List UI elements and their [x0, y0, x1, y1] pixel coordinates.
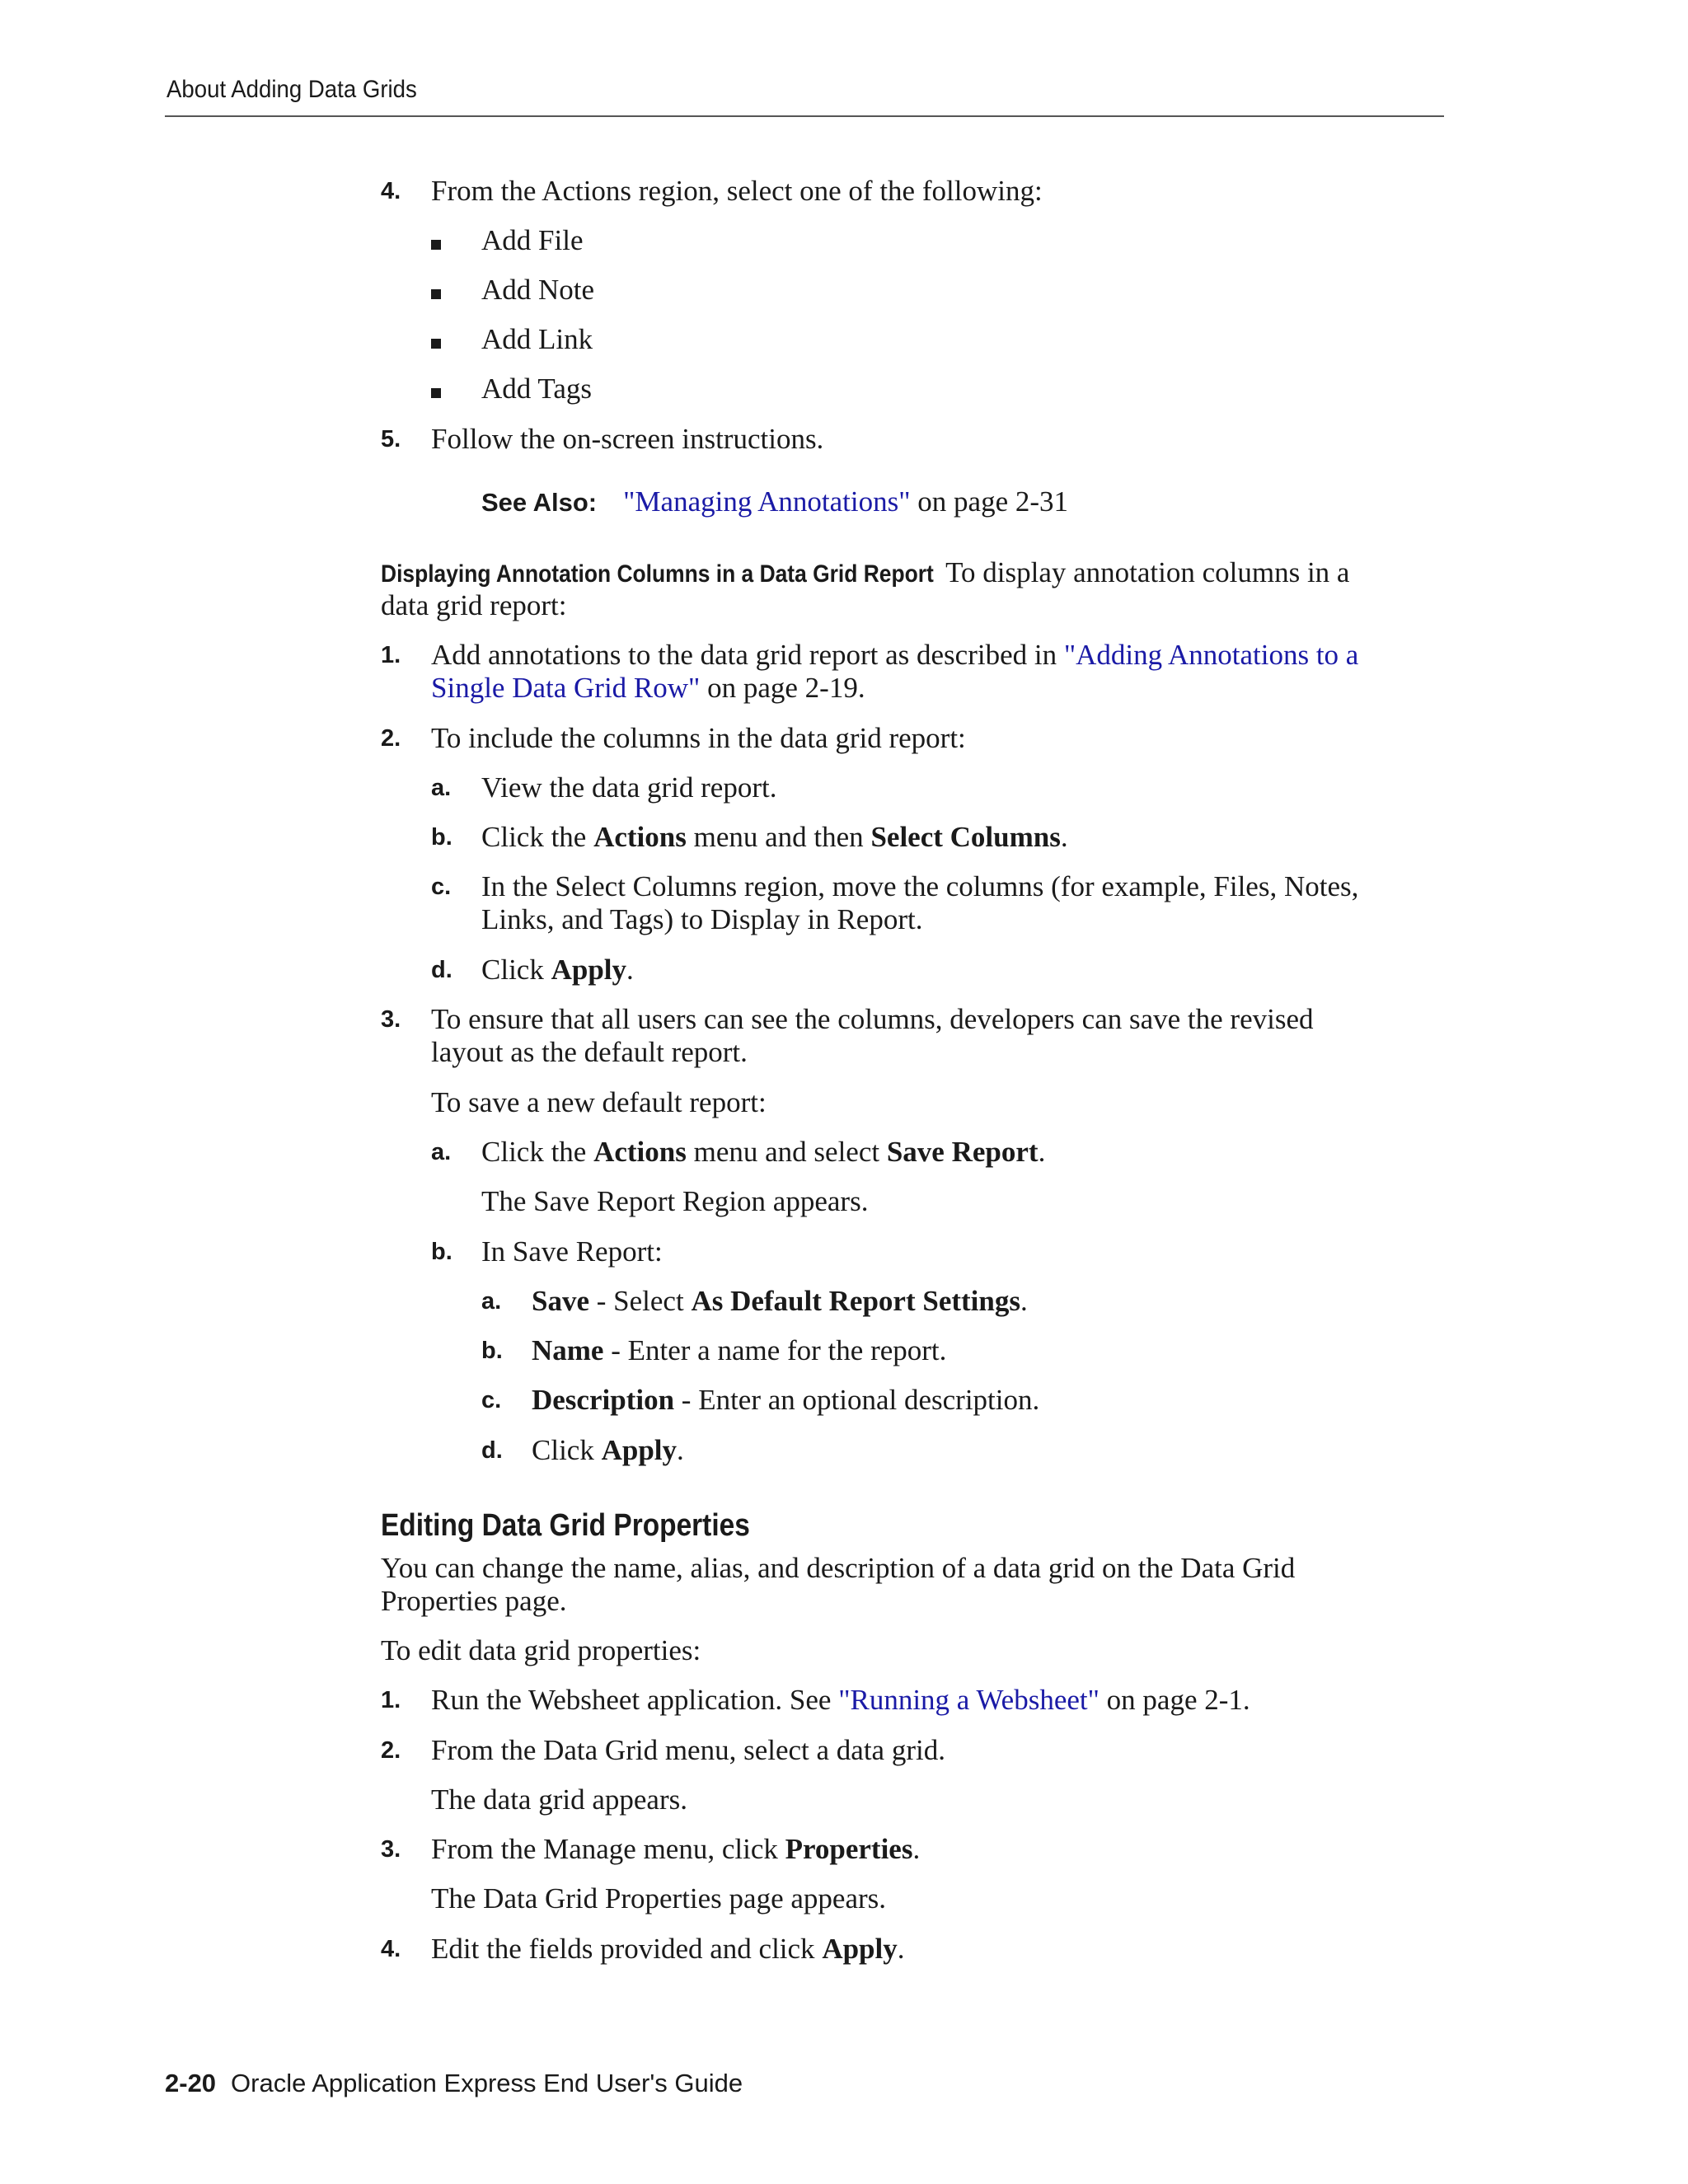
subsubstep-text — [532, 1334, 946, 1367]
ui-term: Actions — [593, 821, 687, 853]
substep-letter: b. — [431, 824, 452, 851]
step-text-post: on page 2-19. — [700, 672, 865, 704]
list-item: Add Link — [481, 323, 593, 355]
subsubstep-letter: d. — [481, 1437, 503, 1464]
subsubstep-text — [532, 1434, 684, 1467]
section-heading: Editing Data Grid Properties — [381, 1508, 750, 1543]
text: . — [1020, 1285, 1028, 1317]
subsubstep-text — [532, 1285, 1028, 1318]
text: - Select — [589, 1285, 692, 1317]
step-number: 5. — [381, 426, 401, 452]
step-text — [431, 639, 1358, 672]
substep-letter: a. — [431, 775, 452, 801]
substep-letter: a. — [431, 1139, 452, 1165]
text: Click the — [481, 1136, 594, 1168]
subsubstep-letter: c. — [481, 1387, 502, 1413]
ui-term: Apply — [551, 954, 627, 986]
adding-annotations-link[interactable]: "Adding Annotations to a — [1063, 639, 1359, 671]
step-text: From the Data Grid menu, select a data grid. — [431, 1734, 945, 1766]
managing-annotations-link[interactable]: "Managing Annotations" — [623, 485, 911, 518]
text: Run the Websheet application. See — [431, 1684, 839, 1716]
substep-text — [481, 954, 634, 987]
step-note: The Data Grid Properties page appears. — [431, 1882, 887, 1915]
text: . — [897, 1933, 905, 1965]
text: - Enter a name for the report. — [603, 1334, 947, 1366]
step-text — [431, 1833, 920, 1866]
step-number: 3. — [381, 1836, 401, 1863]
ui-term: Properties — [785, 1833, 913, 1865]
ui-term: Save Report — [886, 1136, 1039, 1168]
step-text: From the Actions region, select one of the following: — [431, 175, 1043, 207]
substep-letter: c. — [431, 874, 452, 900]
substep-text — [481, 1136, 1045, 1169]
text: Edit the fields provided and click — [431, 1933, 823, 1965]
text: . — [1038, 1136, 1046, 1168]
page-number: 2-20 — [165, 2069, 217, 2097]
text: - Enter an optional description. — [674, 1384, 1040, 1416]
ui-term: Description — [532, 1384, 675, 1416]
substep-letter: d. — [431, 957, 452, 983]
text: Click — [481, 954, 551, 986]
running-header: About Adding Data Grids — [166, 76, 417, 103]
step-text: To include the columns in the data grid report: — [431, 722, 966, 754]
bullet-icon — [431, 339, 441, 349]
substep-note: The Save Report Region appears. — [481, 1185, 869, 1217]
substep-text: View the data grid report. — [481, 771, 777, 804]
step-number: 3. — [381, 1006, 401, 1033]
bullet-icon — [431, 289, 441, 299]
step-text-cont: layout as the default report. — [431, 1036, 748, 1068]
substep-letter: b. — [431, 1239, 452, 1265]
subsubstep-text — [532, 1384, 1039, 1417]
section-paragraph: To edit data grid properties: — [381, 1634, 701, 1666]
see-also-note — [481, 485, 1068, 519]
ui-term: Save — [532, 1285, 589, 1317]
text: Click the — [481, 821, 594, 853]
ui-term: Apply — [822, 1933, 898, 1965]
substep-text: In the Select Columns region, move the columns (for example, Files, Notes, — [481, 870, 1359, 902]
see-also-label: See Also: — [481, 488, 598, 517]
ui-term: Apply — [601, 1434, 678, 1466]
step-number: 2. — [381, 1737, 401, 1764]
substep-text: In Save Report: — [481, 1235, 663, 1268]
runin-paragraph — [381, 556, 1452, 591]
header-rule — [165, 115, 1444, 117]
step-number: 4. — [381, 1936, 401, 1962]
subsubstep-letter: a. — [481, 1288, 502, 1315]
step-number: 2. — [381, 725, 401, 752]
text: menu and then — [686, 821, 871, 853]
bullet-icon — [431, 388, 441, 398]
text: menu and select — [686, 1136, 887, 1168]
text: on page 2-1. — [1099, 1684, 1250, 1716]
book-title: Oracle Application Express End User's Guide — [231, 2069, 743, 2097]
text: . — [677, 1434, 684, 1466]
step-text — [431, 1684, 1250, 1717]
bullet-icon — [431, 240, 441, 250]
section-paragraph: You can change the name, alias, and description of a data grid on the Data Grid — [381, 1552, 1296, 1584]
runin-intro: To display annotation columns in a — [945, 556, 1350, 588]
list-item: Add Tags — [481, 373, 592, 405]
step-text — [431, 1933, 905, 1966]
list-item: Add File — [481, 224, 584, 256]
step-number: 4. — [381, 178, 401, 204]
text: . — [1060, 821, 1068, 853]
ui-term: Name — [532, 1334, 604, 1366]
text: . — [912, 1833, 921, 1865]
subsubstep-letter: b. — [481, 1338, 503, 1364]
running-websheet-link[interactable]: "Running a Websheet" — [838, 1684, 1100, 1716]
see-also-suffix: on page 2-31 — [910, 485, 1069, 518]
ui-term: Actions — [593, 1136, 687, 1168]
step-paragraph: To save a new default report: — [431, 1086, 767, 1118]
runin-heading: Displaying Annotation Columns in a Data Grid Report — [381, 560, 934, 588]
step-text-cont — [431, 672, 865, 705]
page-footer — [165, 2069, 743, 2098]
step-text: To ensure that all users can see the columns, developers can save the revised — [431, 1003, 1314, 1035]
step-text-pre: Add annotations to the data grid report as described in — [431, 639, 1064, 671]
text: Click — [532, 1434, 602, 1466]
list-item: Add Note — [481, 274, 595, 306]
text: . — [626, 954, 634, 986]
section-paragraph-cont: Properties page. — [381, 1585, 567, 1617]
step-number: 1. — [381, 642, 401, 668]
text: From the Manage menu, click — [431, 1833, 785, 1865]
ui-term: As Default Report Settings — [691, 1285, 1020, 1317]
step-text: Follow the on-screen instructions. — [431, 423, 824, 455]
substep-text — [481, 821, 1068, 854]
step-note: The data grid appears. — [431, 1783, 687, 1816]
ui-term: Select Columns — [870, 821, 1061, 853]
adding-annotations-link-cont[interactable]: Single Data Grid Row" — [431, 672, 701, 704]
substep-text-cont: Links, and Tags) to Display in Report. — [481, 903, 923, 935]
runin-intro-cont: data grid report: — [381, 589, 567, 621]
step-number: 1. — [381, 1687, 401, 1713]
